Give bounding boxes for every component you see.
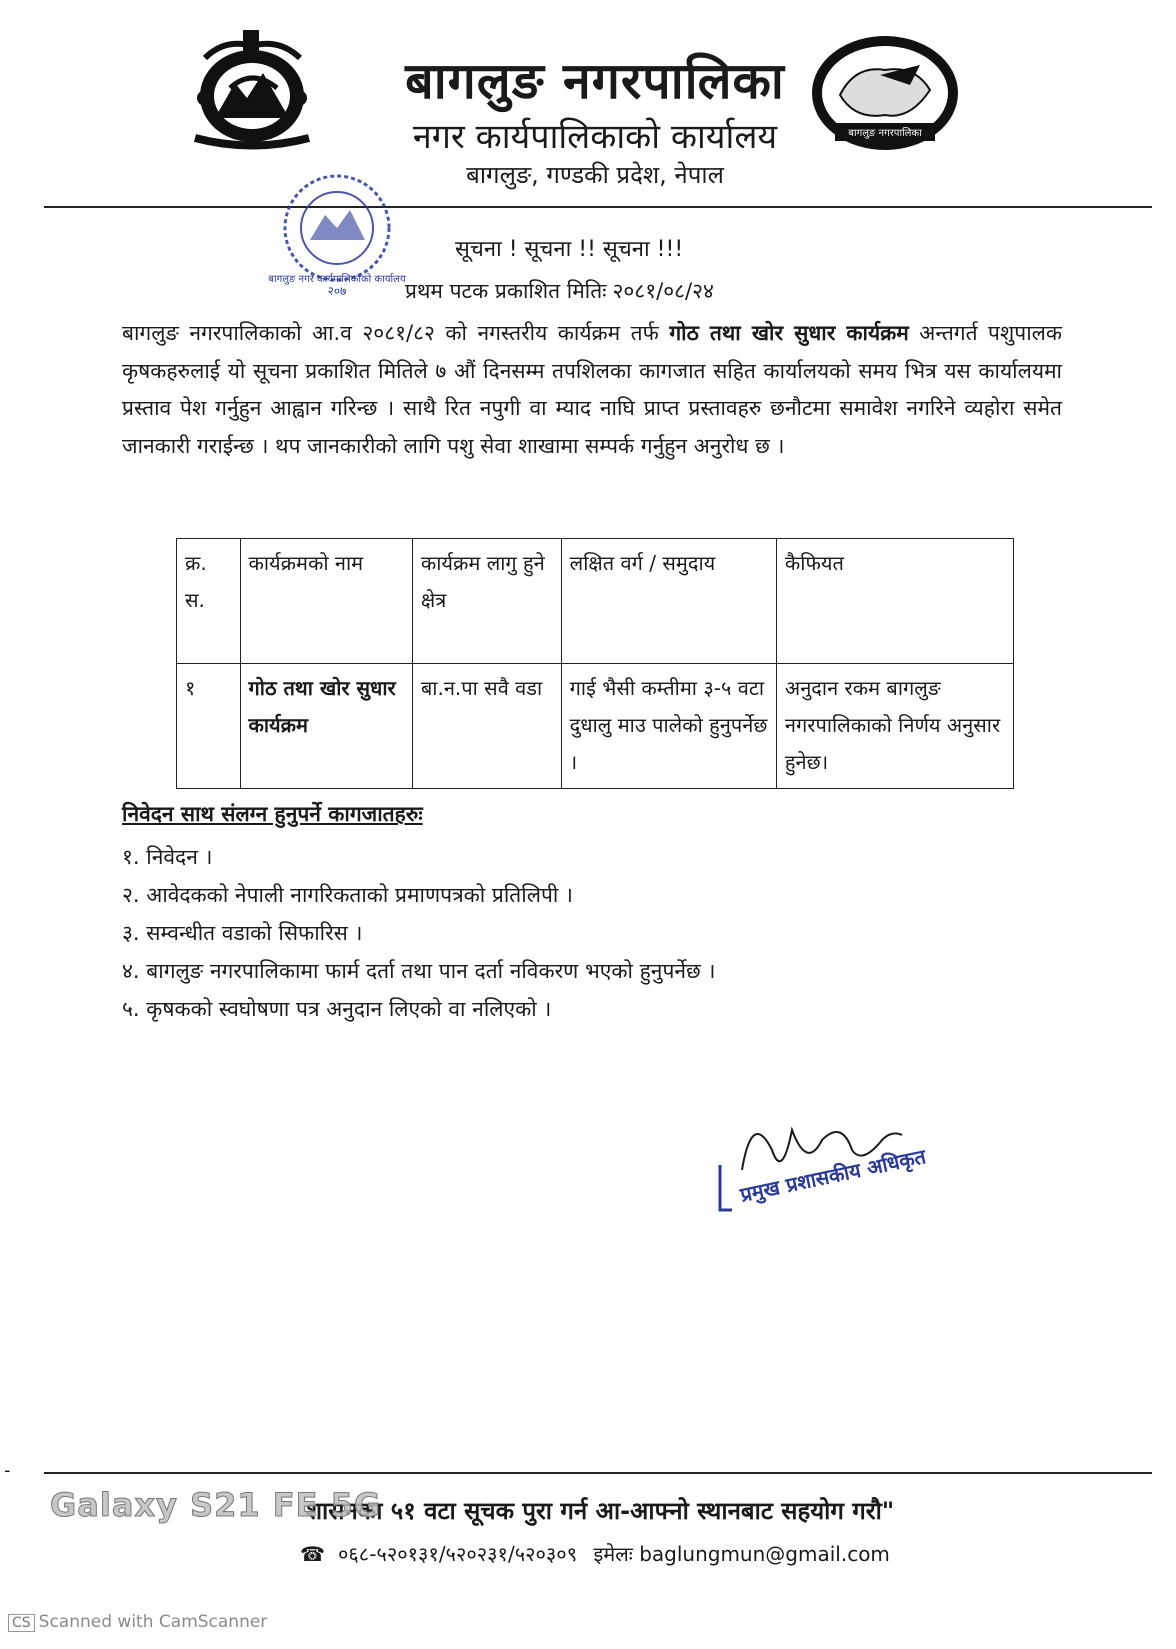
notice-body [122,315,1062,465]
required-documents-list [122,838,1022,1028]
footer-contact [300,1540,890,1567]
list-item: ४. बागलुङ नगरपालिकामा फार्म दर्ता तथा पान दर्ता नविकरण भएको हुनुपर्नेछ । [122,959,716,983]
municipality-logo [810,35,960,150]
list-item: ५. कृषकको स्वघोषणा पत्र अनुदान लिएको वा नलिएको । [122,997,552,1021]
org-name: बागलुङ नगरपालिका [405,52,785,110]
cell-target-group: गाई भैसी कम्तीमा ३-५ वटा दुधालु माउ पालेको हुनुपर्नेछ । [561,664,776,789]
published-date: २०८१/०८/२४ [612,279,714,303]
header-sn: क्र. स. [177,539,241,664]
cell-sn: १ [177,664,241,789]
officer-signature-stamp [712,1110,972,1230]
cell-program-name: गोठ तथा खोर सुधार कार्यक्रम [240,664,412,789]
list-item: १. निवेदन । [122,845,213,869]
officer-title-stamp: प्रमुख प्रशासकीय अधिकृत [738,1144,928,1207]
header-area: कार्यक्रम लागु हुने क्षेत्र [412,539,561,664]
email-address: baglungmun@gmail.com [639,1542,890,1566]
required-documents-title: निवेदन साथ संलग्न हुनुपर्ने कागजातहरुः [122,802,423,826]
cell-remarks: अनुदान रकम बागलुङ नगरपालिकाको निर्णय अनुसार हुनेछ। [776,664,1013,789]
logo-text: बागलुङ नगरपालिका [848,128,922,139]
phone-numbers: ०६८-५२०१३१/५२०२३१/५२०३०९ [338,1542,578,1566]
body-part-1: बागलुङ नगरपालिकाको आ.व २०८१/८२ को नगस्तरीय कार्यक्रम तर्फ [122,321,670,345]
office-seal-stamp [265,170,415,305]
office-name: नगर कार्यपालिकाको कार्यालय [412,117,778,157]
scanner-text: Scanned with CamScanner [38,1612,268,1632]
cell-area: बा.न.पा सवै वडा [412,664,561,789]
scanner-watermark [8,1612,267,1632]
header-target-group: लक्षित वर्ग / समुदाय [561,539,776,664]
header-program-name: कार्यक्रमको नाम [240,539,412,664]
header-divider [44,206,1152,208]
footer-slogan: शासनका ५१ वटा सूचक पुरा गर्न आ-आफ्नो स्थानबाट सहयोग गरौ" [305,1497,895,1525]
published-date-line [405,277,720,305]
program-name-highlight: गोठ तथा खोर सुधार कार्यक्रम [669,321,909,345]
email-label: इमेलः [593,1542,633,1566]
footer-divider [44,1472,1152,1474]
body-part-2: अन्तगर्त पशुपालक कृषकहरुलाई यो सूचना प्रकाशित मितिले ७ औं दिनसम्म तपशिलका कागजात सहित कार्यालयको समय भित्र यस कार्यालयमा प्रस्ताव पेश गर्नुहुन आह्वान गरिन्छ । साथै रित नपुगी वा म्याद नाघि प्राप्त प्रस्तावहरु छनौटमा समावेश नगरिने व्यहोरा समेत जानकारी गराईन्छ । थप जानकारीको लागि पशु सेवा शाखामा सम्पर्क गर्नुहुन अनुरोध छ । [122,321,1062,458]
list-item: २. आवेदकको नेपाली नागरिकताको प्रमाणपत्रको प्रतिलिपी । [122,883,573,907]
list-item: ३. सम्वन्धीत वडाको सिफारिस । [122,921,363,945]
program-table [176,538,1014,789]
seal-year: २०७ [327,284,347,298]
camera-watermark: Galaxy S21 FE 5G [50,1486,382,1524]
municipality-logo-icon [810,35,960,150]
notice-title: सूचना ! सूचना !! सूचना !!! [455,237,684,262]
nepal-emblem-icon [185,28,320,153]
camscanner-logo-icon: CS [8,1614,35,1632]
header-remarks: कैफियत [776,539,1013,664]
margin-dash: - [4,1460,11,1481]
table-row [177,664,1014,789]
office-address: बागलुङ, गण्डकी प्रदेश, नेपाल [466,161,724,189]
phone-icon: ☎ [300,1542,325,1566]
seal-text: बागलुङ नगर कार्यपालिकाको कार्यालय [268,274,406,285]
published-label: प्रथम पटक प्रकाशित मितिः [405,279,607,303]
table-header-row [177,539,1014,664]
